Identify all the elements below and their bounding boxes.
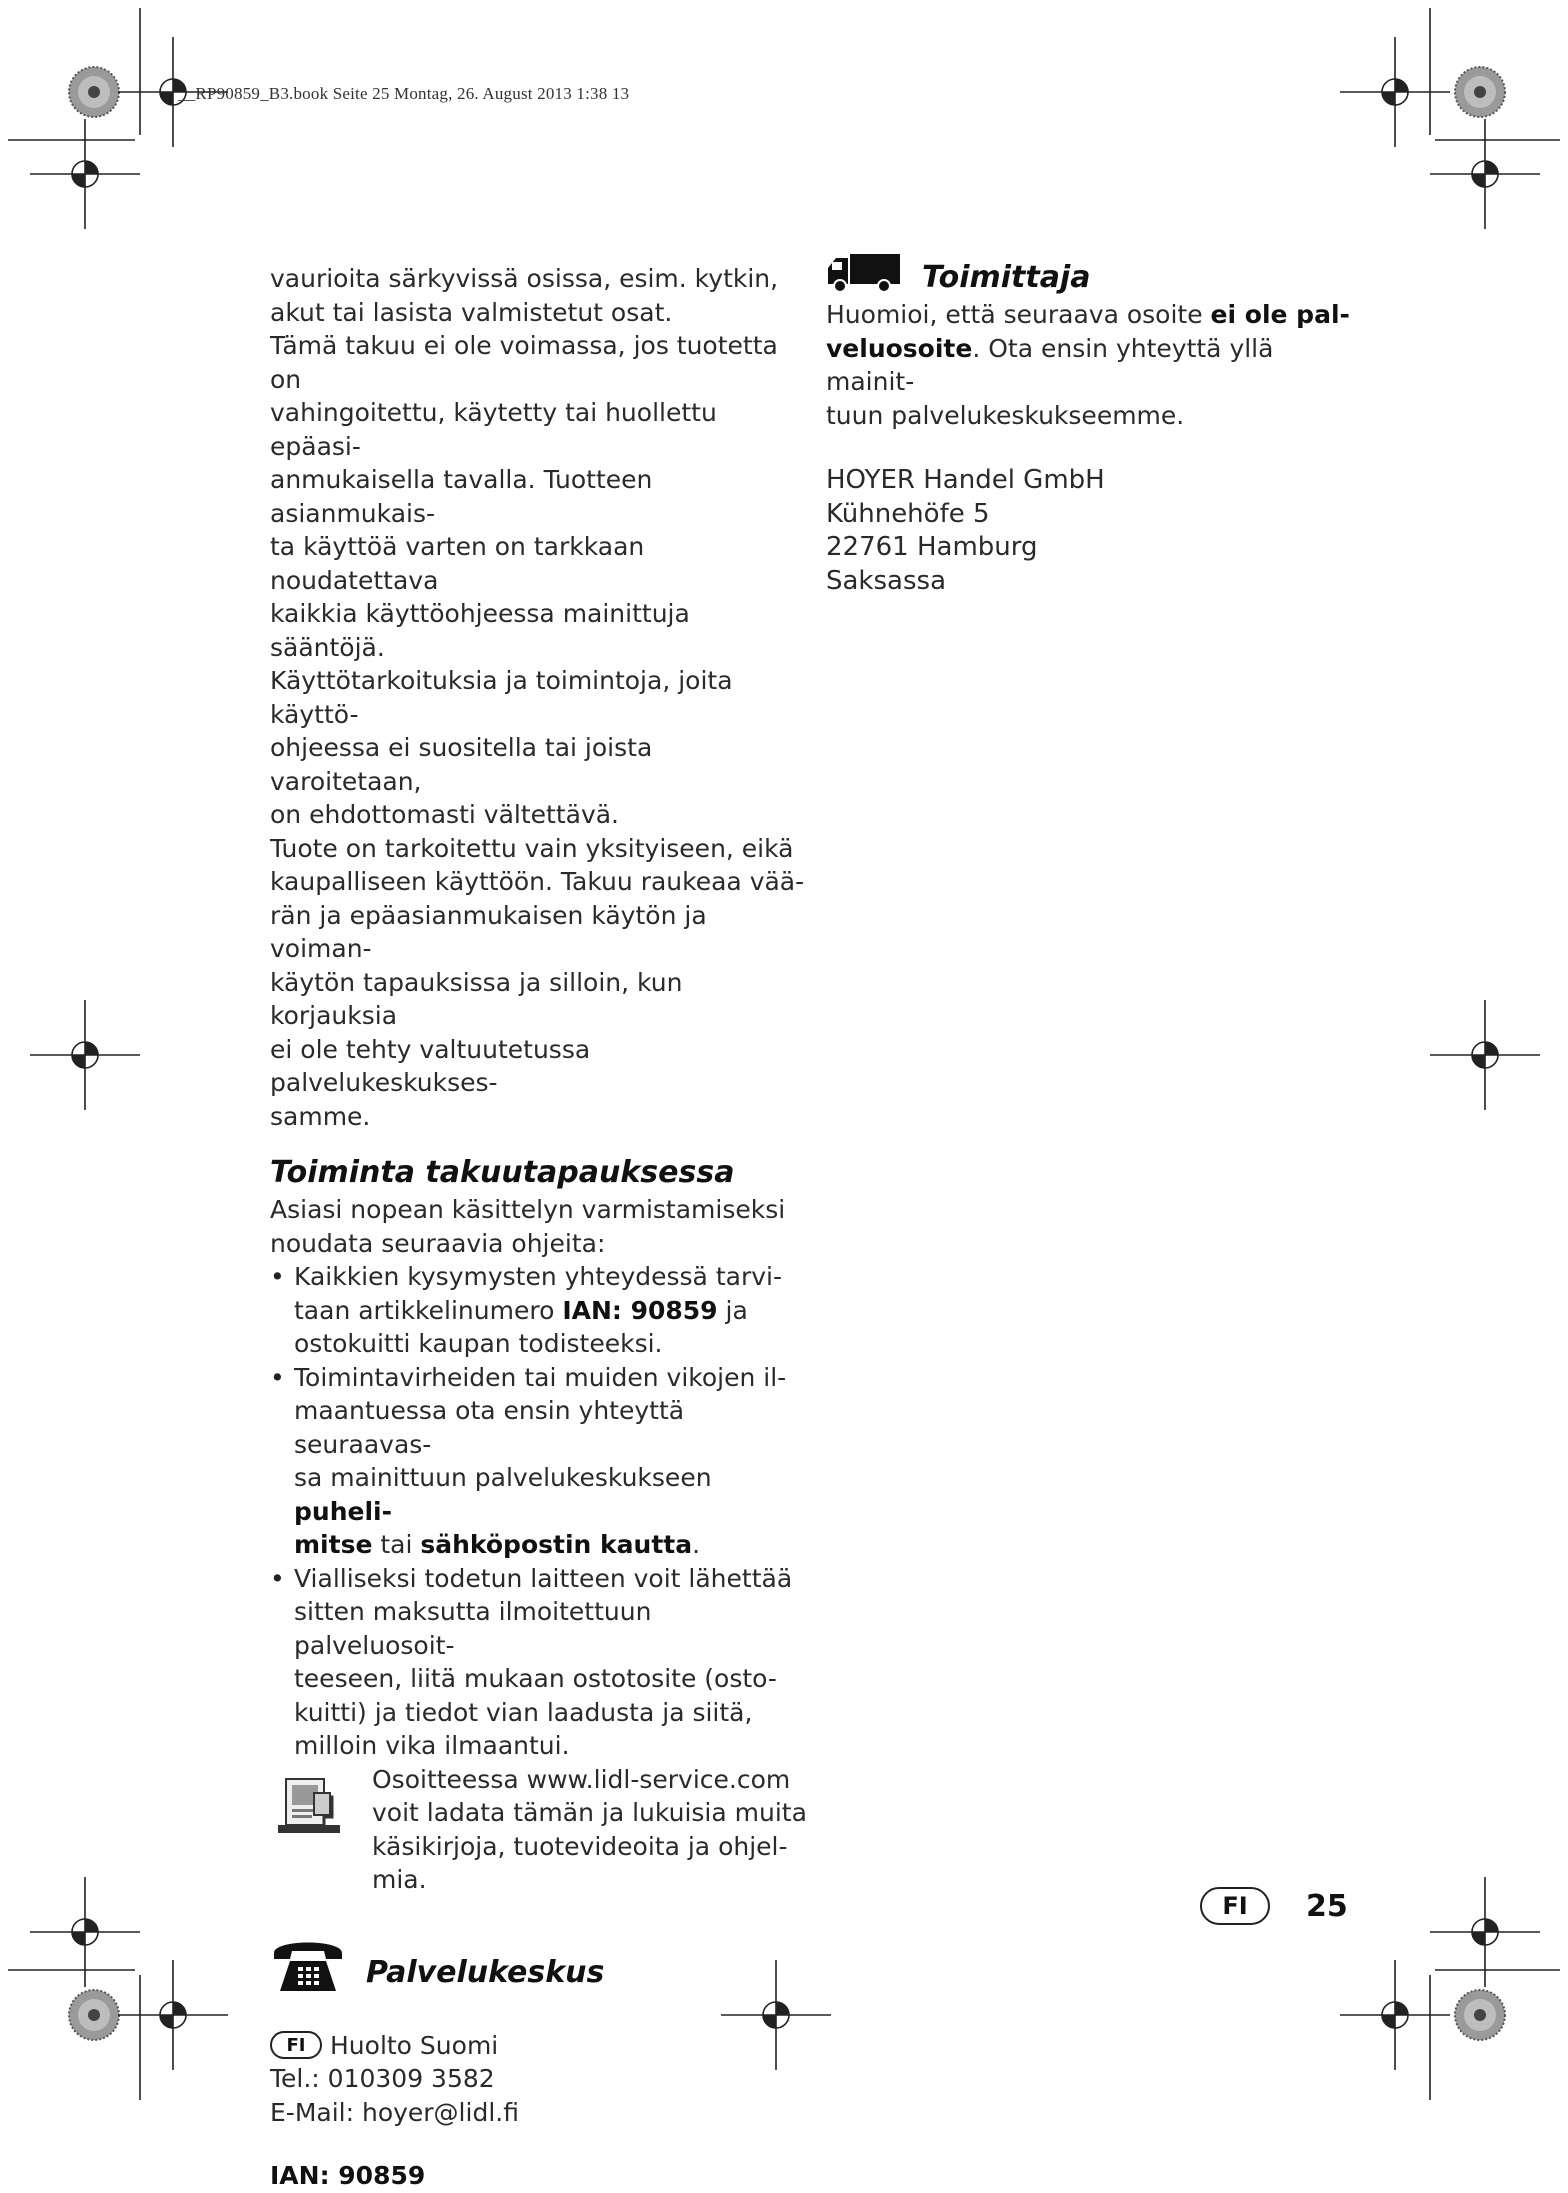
crop-mark-left-upper <box>30 119 140 229</box>
service-contact <box>270 2029 810 2130</box>
supplier-title: Toimittaja <box>922 260 1091 295</box>
text-line: käytön tapauksissa ja silloin, kun korjauksia <box>270 967 683 1030</box>
crop-mark-top-right <box>1340 37 1450 147</box>
text-line: voit ladata tämän ja lukuisia muita <box>372 1798 807 1827</box>
address-line: Kühnehöfe 5 <box>826 498 990 529</box>
crop-mark-bottom-right <box>1340 1960 1450 2070</box>
download-manual-icon <box>274 1773 344 1839</box>
text-line: kaupalliseen käyttöön. Takuu raukeaa vää- <box>270 867 805 896</box>
right-column <box>826 252 1366 598</box>
text-line: käsikirjoja, tuotevideoita ja ohjel- <box>372 1831 788 1861</box>
download-note <box>270 1763 810 1897</box>
text-line: akut tai lasista valmistetut osat. <box>270 297 673 327</box>
service-center-heading <box>270 1935 810 1997</box>
print-header: __RP90859_B3.book Seite 25 Montag, 26. August 2013 1:38 13 <box>178 84 630 103</box>
crop-mark-right-upper <box>1430 119 1540 229</box>
text-line: Asiasi nopean käsittelyn varmistamiseksi <box>270 1195 786 1224</box>
text-line: anmukaisella tavalla. Tuotteen asianmukais- <box>270 465 653 528</box>
text-line: Osoitteessa www.lidl-service.com <box>372 1764 791 1794</box>
supplier-heading <box>826 252 1366 296</box>
service-phone: Tel.: 010309 3582 <box>270 2064 495 2093</box>
list-item: • Vialliseksi todetun laitteen voit lähettää sitten maksutta ilmoitettuun palveluosoit- teeseen, liitä mukaan ostotosite (osto- kuitti) ja tiedot vian laadusta ja siitä, milloin vika ilmaantui. <box>270 1562 810 1763</box>
crop-mark-bottom-left <box>118 1960 228 2070</box>
text-line: ta käyttöä varten on tarkkaan noudatettava <box>270 532 645 595</box>
crop-mark-left-middle <box>30 1000 140 1110</box>
crop-mark-right-middle <box>1430 1000 1540 1110</box>
text-line: Tämä takuu ei ole voimassa, jos tuotetta on <box>270 331 778 394</box>
country-badge-fi: FI <box>270 2031 322 2059</box>
ian-inline: IAN: 90859 <box>562 1295 718 1325</box>
text-line: rän ja epäasianmukaisen käytön ja voiman- <box>270 900 707 963</box>
color-target-top-right <box>1455 67 1505 117</box>
text-line: Käyttötarkoituksia ja toimintoja, joita käyttö- <box>270 666 733 729</box>
service-name: Huolto Suomi <box>330 2030 499 2060</box>
page-footer <box>1200 1886 1348 1926</box>
left-column <box>270 262 810 2193</box>
text-line: ei ole tehty valtuutetussa palvelukeskukses- <box>270 1034 591 1097</box>
color-target-top-left <box>69 67 119 117</box>
color-target-bottom-right <box>1455 1990 1505 2040</box>
ian-number: IAN: 90859 <box>270 2161 426 2190</box>
supplier-address <box>826 464 1366 598</box>
page-number: 25 <box>1306 1888 1348 1924</box>
truck-icon <box>826 252 902 294</box>
procedure-intro <box>270 1193 810 1260</box>
section-title-warranty-procedure: Toiminta takuutapauksessa <box>270 1155 735 1190</box>
text-line: tuun palvelukeskukseemme. <box>826 400 1185 430</box>
service-email: E-Mail: hoyer@lidl.fi <box>270 2097 519 2127</box>
list-item: • Kaikkien kysymysten yhteydessä tarvi- taan artikkelinumero IAN: 90859 ja ostokuitti kaupan todisteeksi. <box>270 1260 810 1361</box>
text-line: samme. <box>270 1101 371 1131</box>
color-target-bottom-left <box>69 1990 119 2040</box>
address-line: 22761 Hamburg <box>826 532 1038 562</box>
text-line: kaikkia käyttöohjeessa mainittuja sääntöjä. <box>270 599 690 662</box>
text-line: Tuote on tarkoitettu vain yksityiseen, eikä <box>270 833 794 863</box>
country-badge-fi: FI <box>1200 1887 1270 1925</box>
address-line: HOYER Handel GmbH <box>826 465 1105 495</box>
text-line: mia. <box>372 1865 427 1894</box>
telephone-icon <box>270 1935 346 1995</box>
text-line: on ehdottomasti vältettävä. <box>270 800 619 829</box>
text-line: vahingoitettu, käytetty tai huollettu epäasi- <box>270 398 717 461</box>
warranty-text <box>270 262 810 1133</box>
text-line: noudata seuraavia ohjeita: <box>270 1228 606 1258</box>
text-line: ohjeessa ei suositella tai joista varoitetaan, <box>270 733 653 796</box>
service-center-title: Palvelukeskus <box>366 1954 605 1990</box>
address-line: Saksassa <box>826 565 946 596</box>
text-line: vaurioita särkyvissä osissa, esim. kytkin, <box>270 264 779 293</box>
procedure-list <box>270 1260 810 1763</box>
supplier-intro: Huomioi, että seuraava osoite ei ole pal- veluosoite. Ota ensin yhteyttä yllä mainit- tuun palvelukeskukseemme. <box>826 298 1366 432</box>
list-item: • Toimintavirheiden tai muiden vikojen il- maantuessa ota ensin yhteyttä seuraavas- sa mainittuun palvelukeskukseen puheli- mitse tai sähköpostin kautta. <box>270 1361 810 1562</box>
